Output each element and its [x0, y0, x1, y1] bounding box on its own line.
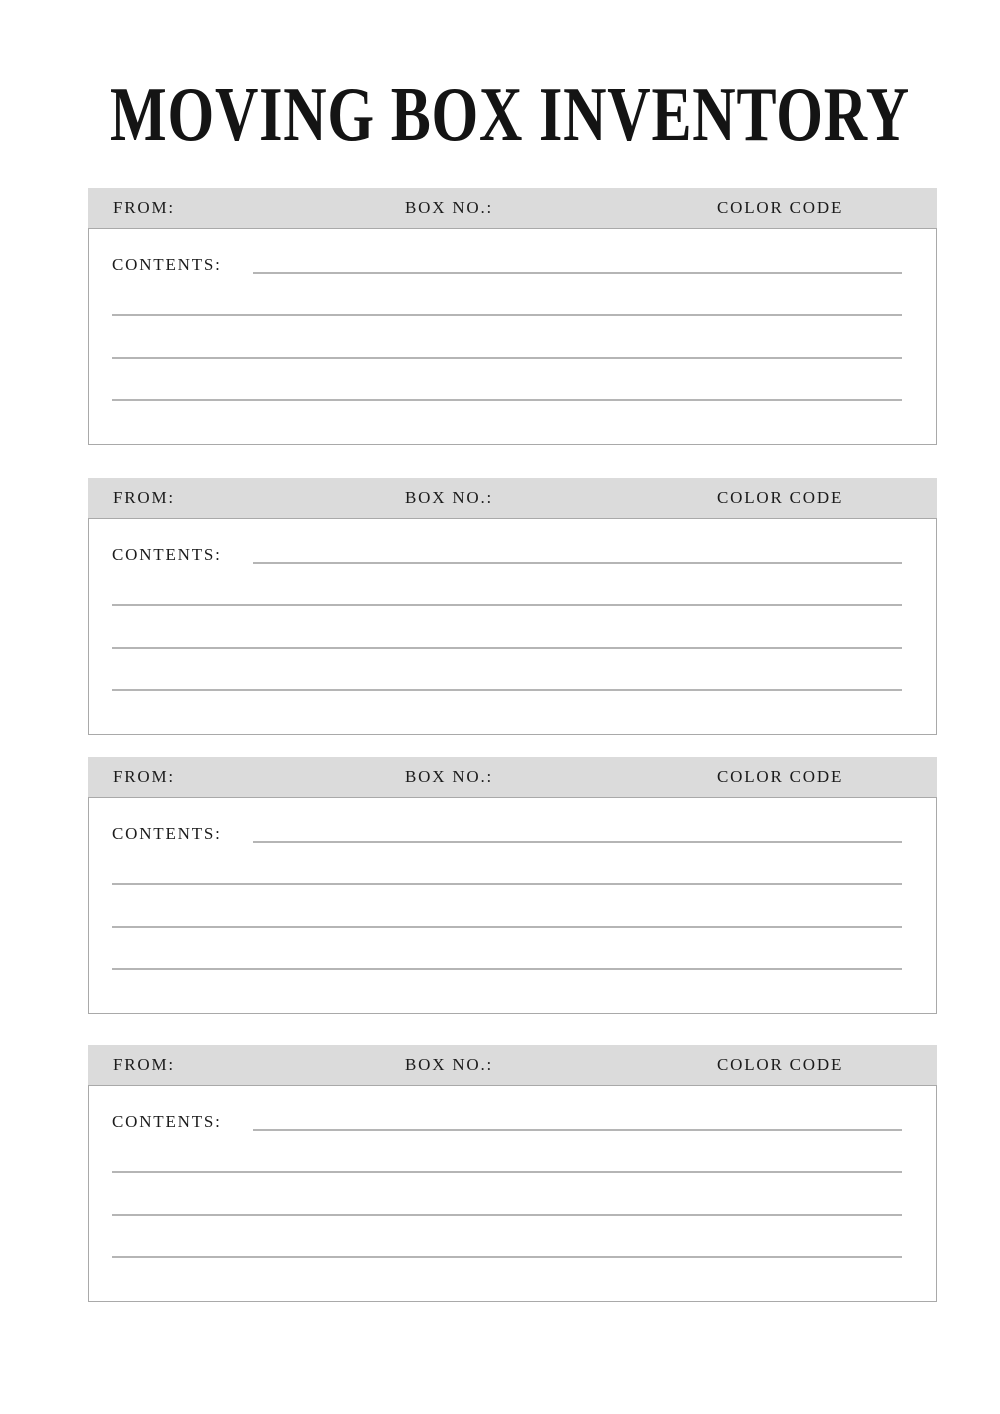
- box-no-label: BOX NO.:: [405, 767, 494, 786]
- box-no-value-area[interactable]: [588, 757, 703, 797]
- contents-write-line-4[interactable]: [112, 1256, 902, 1258]
- section-contents-area: [88, 797, 937, 1014]
- contents-write-line-1[interactable]: [253, 1129, 902, 1131]
- color-code-label: COLOR CODE: [717, 1055, 844, 1074]
- contents-write-line-4[interactable]: [112, 689, 902, 691]
- section-contents-area: [88, 518, 937, 735]
- contents-label: CONTENTS:: [112, 545, 222, 564]
- color-code-label: COLOR CODE: [717, 488, 844, 507]
- contents-label: CONTENTS:: [112, 1112, 222, 1131]
- section-header-bar: [88, 1045, 937, 1085]
- box-no-value-area[interactable]: [588, 1045, 703, 1085]
- contents-write-line-1[interactable]: [253, 562, 902, 564]
- contents-write-line-2[interactable]: [112, 604, 902, 606]
- box-inventory-section: [88, 757, 937, 1014]
- color-code-label: COLOR CODE: [717, 767, 844, 786]
- box-no-label: BOX NO.:: [405, 198, 494, 217]
- contents-write-line-2[interactable]: [112, 314, 902, 316]
- section-contents-area: [88, 228, 937, 445]
- contents-write-line-4[interactable]: [112, 968, 902, 970]
- section-header-bar: [88, 757, 937, 797]
- color-code-label: COLOR CODE: [717, 198, 844, 217]
- box-no-label: BOX NO.:: [405, 1055, 494, 1074]
- from-label: FROM:: [113, 767, 175, 786]
- contents-label: CONTENTS:: [112, 255, 222, 274]
- box-no-value-area[interactable]: [588, 478, 703, 518]
- contents-write-line-3[interactable]: [112, 1214, 902, 1216]
- color-code-value-area[interactable]: [843, 1045, 928, 1085]
- contents-write-line-4[interactable]: [112, 399, 902, 401]
- color-code-value-area[interactable]: [843, 188, 928, 228]
- page-title: MOVING BOX INVENTORY: [110, 71, 910, 157]
- contents-write-line-2[interactable]: [112, 883, 902, 885]
- box-no-value-area[interactable]: [588, 188, 703, 228]
- box-inventory-section: [88, 1045, 937, 1302]
- contents-write-line-3[interactable]: [112, 647, 902, 649]
- box-no-label: BOX NO.:: [405, 488, 494, 507]
- from-value-area[interactable]: [188, 478, 388, 518]
- contents-write-line-3[interactable]: [112, 357, 902, 359]
- from-value-area[interactable]: [188, 188, 388, 228]
- contents-write-line-3[interactable]: [112, 926, 902, 928]
- contents-write-line-1[interactable]: [253, 272, 902, 274]
- from-label: FROM:: [113, 198, 175, 217]
- box-inventory-section: [88, 188, 937, 445]
- from-label: FROM:: [113, 488, 175, 507]
- from-value-area[interactable]: [188, 1045, 388, 1085]
- section-header-bar: [88, 188, 937, 228]
- from-label: FROM:: [113, 1055, 175, 1074]
- section-header-bar: [88, 478, 937, 518]
- color-code-value-area[interactable]: [843, 757, 928, 797]
- section-contents-area: [88, 1085, 937, 1302]
- contents-write-line-1[interactable]: [253, 841, 902, 843]
- from-value-area[interactable]: [188, 757, 388, 797]
- contents-label: CONTENTS:: [112, 824, 222, 843]
- contents-write-line-2[interactable]: [112, 1171, 902, 1173]
- color-code-value-area[interactable]: [843, 478, 928, 518]
- box-inventory-section: [88, 478, 937, 735]
